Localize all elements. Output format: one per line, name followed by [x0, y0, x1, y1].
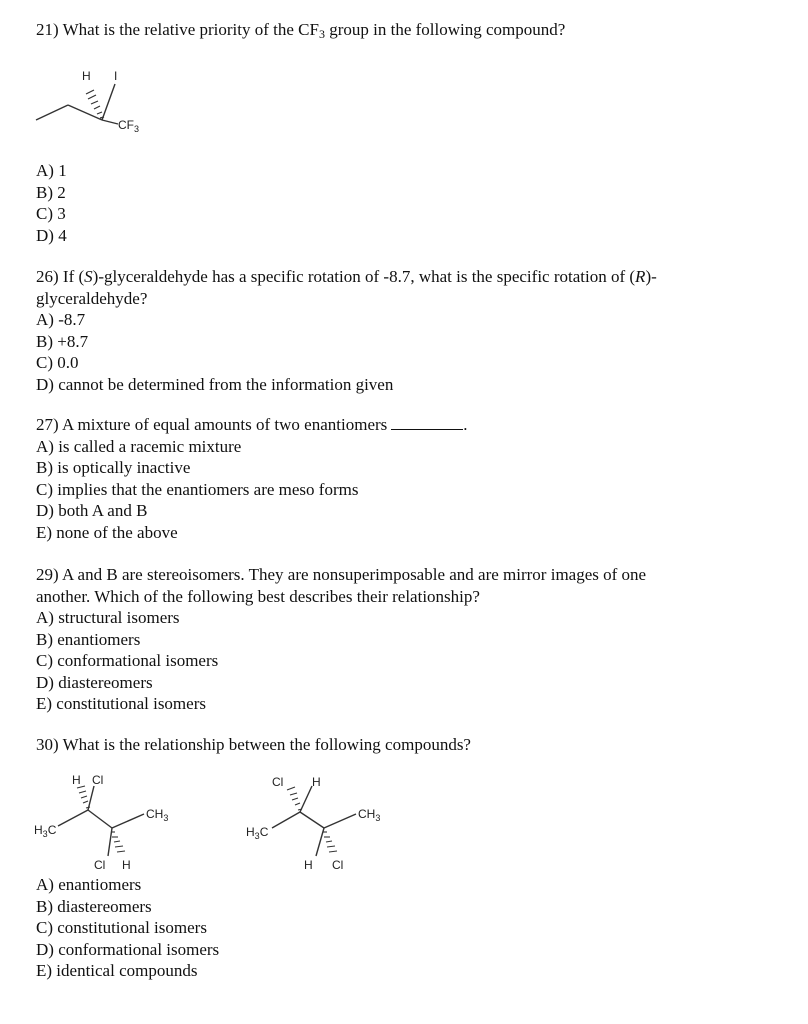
q30-compound-1	[30, 770, 210, 880]
option[interactable]: C) constitutional isomers	[36, 918, 207, 937]
option[interactable]: E) none of the above	[36, 522, 178, 542]
answer-blank	[391, 415, 463, 430]
atom-label-i: I	[114, 69, 118, 83]
q21-structure	[30, 62, 170, 142]
option[interactable]: B) 2	[36, 182, 66, 202]
q30-compound-2	[242, 770, 422, 880]
option[interactable]: E) identical compounds	[36, 961, 198, 980]
bond	[112, 814, 144, 828]
bond	[88, 786, 94, 810]
hashed-wedge	[77, 786, 90, 808]
bond	[102, 120, 118, 124]
atom-label-cl: Cl	[94, 858, 106, 872]
option[interactable]: E) constitutional isomers	[36, 694, 206, 713]
option[interactable]: D) both A and B	[36, 501, 148, 520]
question-30	[36, 734, 788, 756]
option[interactable]: D) conformational isomers	[36, 939, 220, 959]
question-26-prompt: 26) If (S)-glyceraldehyde has a specific rotation of -8.7, what is the specific rotation of (R)-	[36, 267, 657, 286]
bond	[272, 812, 300, 828]
option[interactable]: B) enantiomers	[36, 629, 141, 649]
question-29-prompt-cont: another. Which of the following best describes their relationship?	[36, 586, 480, 606]
question-21-prompt: 21) What is the relative priority of the $CF_3$ group in the following compound?	[36, 20, 566, 41]
atom-label-h: H	[82, 69, 91, 83]
atom-label-ch3: $CH_3$	[358, 807, 381, 823]
option[interactable]: D) diastereomers	[36, 672, 153, 692]
option[interactable]: D) cannot be determined from the information given	[36, 374, 394, 394]
bond	[102, 84, 115, 120]
hashed-wedge	[323, 832, 337, 852]
option[interactable]: A) 1	[36, 161, 67, 180]
hashed-wedge	[111, 832, 125, 852]
atom-label-h3c: $H_3C$	[246, 825, 269, 841]
question-27-prompt: 27) A mixture of equal amounts of two enantiomers .	[36, 415, 468, 434]
atom-label-ch3: $CH_3$	[146, 807, 169, 823]
option[interactable]: A) structural isomers	[36, 608, 180, 627]
bond	[300, 812, 324, 828]
bond	[316, 828, 324, 856]
bond	[58, 810, 88, 826]
bond	[88, 810, 112, 828]
question-29	[36, 564, 788, 715]
bond	[300, 786, 312, 812]
option[interactable]: C) 0.0	[36, 353, 79, 372]
atom-label-h3c: $H_3C$	[34, 823, 57, 839]
question-21-options	[36, 160, 788, 246]
atom-label-h: H	[304, 858, 313, 872]
bond	[36, 105, 68, 120]
option[interactable]: A) -8.7	[36, 310, 86, 329]
atom-label-h: H	[72, 773, 81, 787]
question-21	[36, 19, 788, 41]
atom-label-h: H	[312, 775, 321, 789]
option[interactable]: C) implies that the enantiomers are meso forms	[36, 479, 359, 499]
option[interactable]: C) conformational isomers	[36, 651, 219, 670]
question-30-prompt: 30) What is the relationship between the following compounds?	[36, 735, 471, 754]
option[interactable]: B) is optically inactive	[36, 458, 191, 477]
atom-label-cl: Cl	[332, 858, 344, 872]
option[interactable]: B) +8.7	[36, 331, 89, 351]
bond	[324, 814, 356, 828]
hashed-wedge	[287, 787, 302, 810]
question-29-prompt: 29) A and B are stereoisomers. They are nonsuperimposable and are mirror images of one	[36, 565, 647, 584]
option[interactable]: C) 3	[36, 204, 66, 223]
option[interactable]: D) 4	[36, 225, 67, 245]
question-26	[36, 266, 788, 395]
atom-label-cl: Cl	[92, 773, 104, 787]
question-27	[36, 414, 788, 543]
question-30-options	[36, 874, 788, 982]
atom-label-cl: Cl	[272, 775, 284, 789]
atom-label-cf3: $CF_3$	[118, 118, 140, 134]
option[interactable]: A) enantiomers	[36, 875, 142, 894]
option[interactable]: B) diastereomers	[36, 896, 152, 916]
option[interactable]: A) is called a racemic mixture	[36, 436, 242, 456]
question-26-prompt-cont: glyceraldehyde?	[36, 288, 148, 308]
atom-label-h: H	[122, 858, 131, 872]
